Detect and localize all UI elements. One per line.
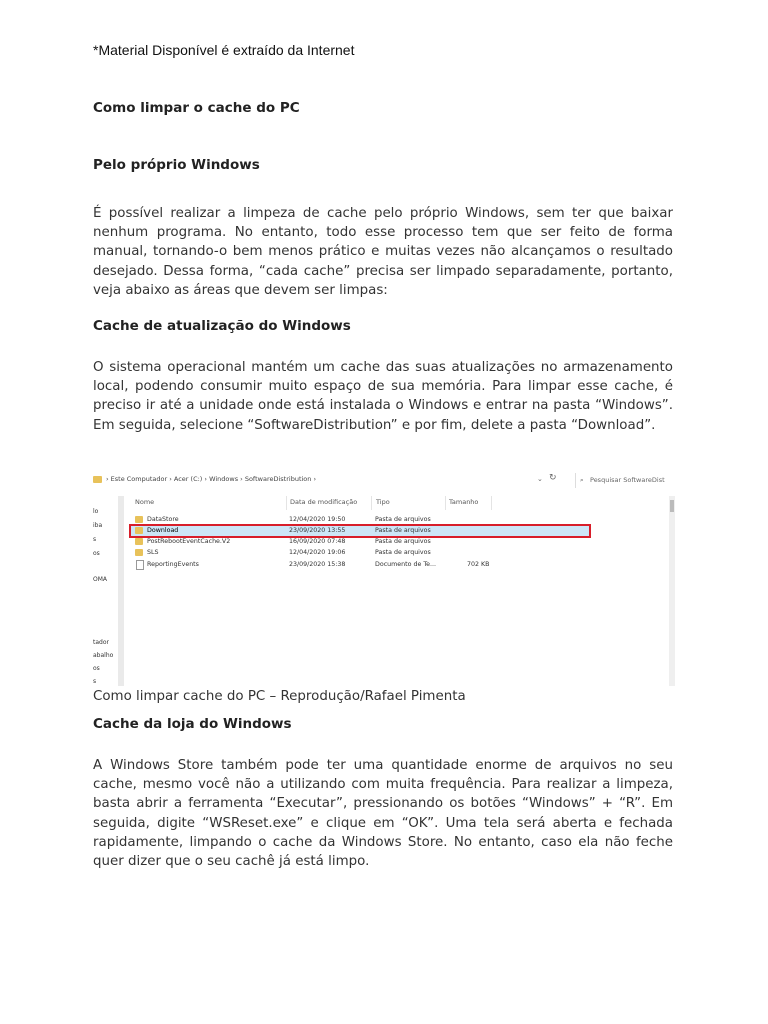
nav-fragment: OMA xyxy=(93,576,108,583)
column-divider xyxy=(445,496,446,510)
page-title: Como limpar o cache do PC xyxy=(93,100,300,116)
folder-icon xyxy=(135,516,143,523)
file-row-selected: Download 23/09/2020 13:55 Pasta de arquivos xyxy=(129,526,589,536)
explorer-screenshot xyxy=(93,470,677,686)
column-divider xyxy=(371,496,372,510)
search-icon: ⌕ xyxy=(580,476,584,484)
section-body-store-cache: A Windows Store também pode ter uma quantidade enorme de arquivos no seu cache, mesmo você não a utilizando com muita frequência. Para realizar a limpeza, basta abrir a ferramenta “Executar”, pressionando os botões “Windows” + “R”. Em seguida, digite “WSReset.exe” e clique em “OK”. Uma tela será aberta e fechada rapidamente, limpando o cache da Windows Store. No entanto, caso ela não feche quer dizer que o seu cachê já está limpo. xyxy=(93,758,673,870)
nav-fragment: s xyxy=(93,536,97,543)
nav-fragment: os xyxy=(93,550,100,557)
navigation-pane xyxy=(93,498,117,686)
folder-icon xyxy=(135,549,143,556)
file-list-scrollbar xyxy=(669,496,675,686)
column-size: Tamanho xyxy=(449,498,479,506)
nav-fragment: tador xyxy=(93,639,109,646)
nav-fragment: iba xyxy=(93,522,103,529)
file-row: SLS 12/04/2020 19:06 Pasta de arquivos xyxy=(129,548,589,558)
column-divider xyxy=(286,496,287,510)
column-divider xyxy=(491,496,492,510)
file-row: ReportingEvents 23/09/2020 15:38 Documento de Te... 702 KB xyxy=(129,560,589,570)
section-heading-update-cache: Cache de atualização do Windows xyxy=(93,318,351,334)
nav-fragment: s xyxy=(93,678,97,685)
refresh-icon: ↻ xyxy=(549,473,557,483)
search-box xyxy=(575,473,677,488)
nav-fragment: os xyxy=(93,665,100,672)
document-icon xyxy=(136,560,144,570)
folder-icon xyxy=(135,538,143,545)
scrollbar-thumb xyxy=(670,500,674,512)
header-note: *Material Disponível é extraído da Internet xyxy=(93,42,355,58)
nav-fragment: abalho xyxy=(93,652,114,659)
column-type: Tipo xyxy=(376,498,390,506)
nav-scrollbar xyxy=(118,496,124,686)
search-placeholder: Pesquisar SoftwareDist xyxy=(590,476,665,484)
breadcrumb: › Este Computador › Acer (C:) › Windows › SoftwareDistribution › xyxy=(106,475,317,483)
folder-icon xyxy=(93,476,102,483)
address-bar xyxy=(93,470,677,494)
section-body-windows: É possível realizar a limpeza de cache pelo próprio Windows, sem ter que baixar nenhum programa. No entanto, todo esse processo tem que ser feito de forma manual, tornando-o bem menos prático e muitas vezes não alcançamos o resultado desejado. Dessa forma, “cada cache” precisa ser limpado separadamente, portanto, veja abaixo as áreas que devem ser limpas: xyxy=(93,206,673,298)
section-heading-windows: Pelo próprio Windows xyxy=(93,157,260,173)
nav-fragment: lo xyxy=(93,508,99,515)
column-date: Data de modificação xyxy=(290,498,358,506)
column-name: Nome xyxy=(135,498,155,506)
image-caption: Como limpar cache do PC – Reprodução/Rafael Pimenta xyxy=(93,689,466,704)
file-row: PostRebootEventCache.V2 16/09/2020 07:48 Pasta de arquivos xyxy=(129,537,589,547)
highlight-box xyxy=(129,524,591,538)
chevron-down-icon: ⌄ xyxy=(537,475,543,483)
file-row: DataStore 12/04/2020 19:50 Pasta de arquivos xyxy=(129,515,589,525)
section-heading-store-cache: Cache da loja do Windows xyxy=(93,716,292,732)
section-body-update-cache: O sistema operacional mantém um cache das suas atualizações no armazenamento local, podendo consumir muito espaço de sua memória. Para limpar esse cache, é preciso ir até a unidade onde está instalada o Windows e entrar na pasta “Windows”. Em seguida, selecione “SoftwareDistribution” e por fim, delete a pasta “Download”. xyxy=(93,360,673,433)
